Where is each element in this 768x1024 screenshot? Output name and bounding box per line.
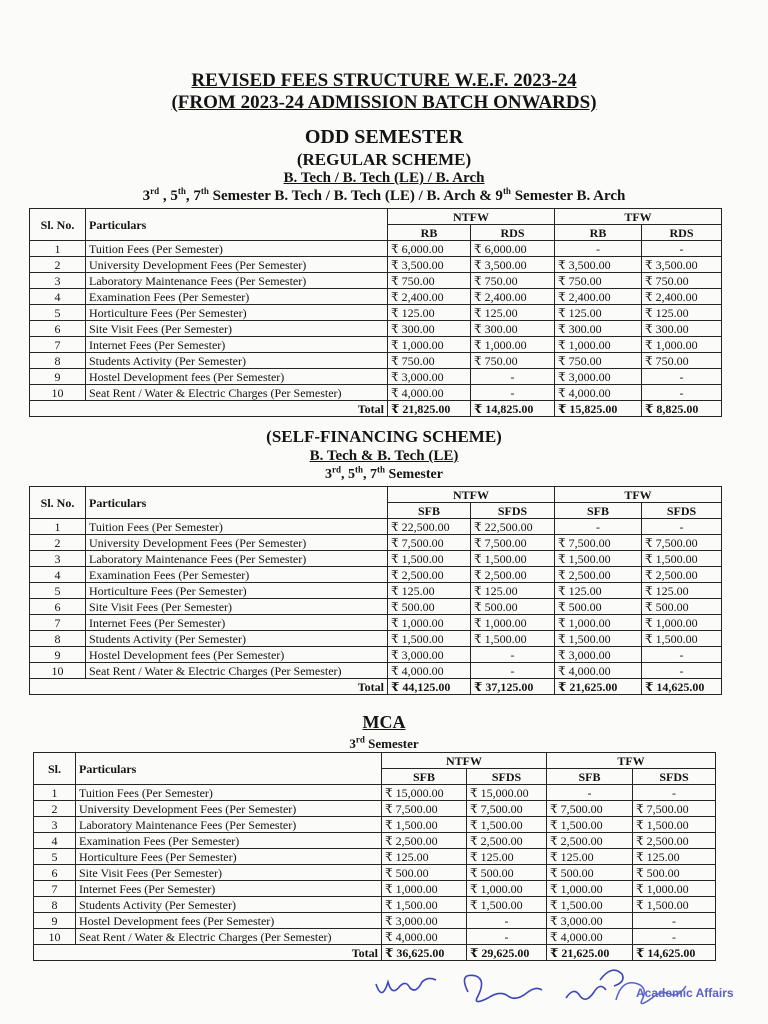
row-amount: ₹ 300.00 [388,321,471,337]
row-particular: Examination Fees (Per Semester) [86,289,388,305]
table-row [30,647,722,663]
document-title: REVISED FEES STRUCTURE W.E.F. 2023-24 [191,70,577,91]
row-amount: ₹ 4,000.00 [555,385,642,401]
row-number: 4 [34,833,76,849]
row-particular: Internet Fees (Per Semester) [76,881,382,897]
row-number: 5 [30,583,86,599]
table-row [34,913,716,929]
row-amount: ₹ 6,000.00 [388,241,471,257]
col-subheader: RDS [471,225,555,241]
row-amount: ₹ 2,400.00 [471,289,555,305]
row-number: 10 [30,663,86,679]
row-amount: - [633,785,716,801]
table-row [30,241,722,257]
self-financing-semesters-heading: 3rd, 5th, 7th Semester [325,464,443,482]
document-subtitle: (FROM 2023-24 ADMISSION BATCH ONWARDS) [171,92,597,113]
col-header-slno: Sl. No. [30,487,86,519]
table-row [34,817,716,833]
self-financing-heading: (SELF-FINANCING SCHEME) [266,427,502,446]
row-number: 8 [30,631,86,647]
row-number: 3 [34,817,76,833]
row-amount: ₹ 3,500.00 [555,257,642,273]
row-amount: ₹ 1,000.00 [471,615,555,631]
row-number: 5 [34,849,76,865]
col-subheader: SFB [388,503,471,519]
col-subheader: SFB [547,769,633,785]
row-amount: ₹ 7,500.00 [555,535,642,551]
row-amount: ₹ 750.00 [471,353,555,369]
mca-fees-table [33,752,716,961]
mca-semester-heading: 3rd Semester [349,734,419,751]
row-amount: ₹ 750.00 [388,273,471,289]
row-amount: ₹ 1,500.00 [642,551,722,567]
row-number: 7 [30,337,86,353]
table-row [34,881,716,897]
col-group-ntfw: NTFW [382,753,547,769]
row-number: 10 [30,385,86,401]
row-amount: ₹ 125.00 [642,583,722,599]
row-number: 6 [30,599,86,615]
mca-heading: MCA [362,712,406,732]
regular-fees-table [29,208,722,417]
row-particular: Tuition Fees (Per Semester) [86,519,388,535]
row-number: 3 [30,273,86,289]
row-amount: - [642,241,722,257]
col-header-slno: Sl. [34,753,76,785]
col-subheader: SFB [382,769,467,785]
col-subheader: SFDS [471,503,555,519]
row-amount: ₹ 1,000.00 [633,881,716,897]
table-row [34,801,716,817]
row-amount: ₹ 3,500.00 [471,257,555,273]
row-amount: ₹ 500.00 [388,599,471,615]
table-row [30,615,722,631]
row-amount: - [642,519,722,535]
row-amount: ₹ 2,500.00 [547,833,633,849]
row-particular: Laboratory Maintenance Fees (Per Semester) [86,551,388,567]
table-row [34,849,716,865]
row-amount: ₹ 1,500.00 [388,551,471,567]
row-amount: - [471,385,555,401]
row-amount: - [642,663,722,679]
row-particular: University Development Fees (Per Semester) [86,257,388,273]
table-row [30,535,722,551]
table-row [30,385,722,401]
row-amount: ₹ 1,500.00 [547,897,633,913]
total-amount: ₹ 36,625.00 [382,945,467,961]
row-amount: ₹ 125.00 [547,849,633,865]
table-header-row [30,487,722,503]
row-amount: ₹ 3,000.00 [382,913,467,929]
row-particular: Tuition Fees (Per Semester) [86,241,388,257]
col-subheader: SFDS [633,769,716,785]
row-amount: ₹ 2,400.00 [555,289,642,305]
row-amount: ₹ 2,500.00 [382,833,467,849]
table-row [30,583,722,599]
row-amount: ₹ 500.00 [467,865,547,881]
row-amount: ₹ 300.00 [555,321,642,337]
row-amount: ₹ 125.00 [382,849,467,865]
table-row [30,631,722,647]
row-amount: ₹ 1,000.00 [555,615,642,631]
row-amount: ₹ 750.00 [471,273,555,289]
row-amount: ₹ 1,500.00 [642,631,722,647]
row-amount: ₹ 125.00 [388,305,471,321]
row-amount: ₹ 1,000.00 [547,881,633,897]
row-amount: ₹ 300.00 [642,321,722,337]
row-number: 2 [30,257,86,273]
row-amount: ₹ 7,500.00 [471,535,555,551]
row-amount: ₹ 1,500.00 [467,817,547,833]
row-particular: Students Activity (Per Semester) [86,631,388,647]
row-amount: - [467,929,547,945]
row-amount: ₹ 1,000.00 [388,615,471,631]
row-particular: Hostel Development fees (Per Semester) [76,913,382,929]
row-amount: - [555,241,642,257]
row-amount: ₹ 125.00 [467,849,547,865]
table-row [30,599,722,615]
row-amount: - [471,647,555,663]
row-amount: ₹ 6,000.00 [471,241,555,257]
row-amount: ₹ 7,500.00 [642,535,722,551]
row-amount: ₹ 3,000.00 [388,647,471,663]
row-particular: Horticulture Fees (Per Semester) [86,305,388,321]
table-row [30,273,722,289]
stamp-office-text: Academic Affairs [636,986,734,1000]
row-amount: - [471,369,555,385]
signature-1 [372,962,442,1007]
row-number: 8 [30,353,86,369]
row-amount: ₹ 750.00 [555,273,642,289]
table-row [30,663,722,679]
row-amount: - [642,647,722,663]
col-subheader: SFB [555,503,642,519]
row-amount: ₹ 500.00 [555,599,642,615]
row-amount: ₹ 2,500.00 [642,567,722,583]
row-amount: ₹ 500.00 [642,599,722,615]
row-number: 9 [30,647,86,663]
col-group-tfw: TFW [555,209,722,225]
total-label: Total [30,401,388,417]
odd-semester-heading: ODD SEMESTER [304,126,464,148]
table-row [30,305,722,321]
table-row [30,337,722,353]
table-row [34,865,716,881]
row-amount: ₹ 22,500.00 [388,519,471,535]
row-amount: ₹ 3,000.00 [555,647,642,663]
total-label: Total [30,679,388,695]
row-amount: ₹ 1,000.00 [642,615,722,631]
row-amount: ₹ 3,000.00 [547,913,633,929]
row-amount: ₹ 7,500.00 [633,801,716,817]
row-amount: ₹ 750.00 [388,353,471,369]
table-row [34,929,716,945]
total-amount: ₹ 21,625.00 [555,679,642,695]
row-number: 4 [30,289,86,305]
row-particular: Site Visit Fees (Per Semester) [86,321,388,337]
row-amount: ₹ 2,500.00 [471,567,555,583]
row-number: 8 [34,897,76,913]
row-amount: ₹ 1,000.00 [388,337,471,353]
row-particular: Site Visit Fees (Per Semester) [86,599,388,615]
row-particular: Hostel Development fees (Per Semester) [86,647,388,663]
row-amount: ₹ 1,500.00 [382,817,467,833]
table-total-row [30,401,722,417]
row-amount: ₹ 3,000.00 [388,369,471,385]
total-amount: ₹ 8,825.00 [642,401,722,417]
row-particular: Seat Rent / Water & Electric Charges (Per Semester) [76,929,382,945]
total-amount: ₹ 44,125.00 [388,679,471,695]
table-row [30,369,722,385]
col-group-tfw: TFW [547,753,716,769]
total-label: Total [34,945,382,961]
row-particular: Seat Rent / Water & Electric Charges (Per Semester) [86,663,388,679]
row-amount: ₹ 125.00 [555,583,642,599]
total-amount: ₹ 29,625.00 [467,945,547,961]
row-particular: Internet Fees (Per Semester) [86,615,388,631]
row-amount: ₹ 2,500.00 [467,833,547,849]
total-amount: ₹ 37,125.00 [471,679,555,695]
col-subheader: SFDS [642,503,722,519]
row-amount: ₹ 1,000.00 [642,337,722,353]
row-amount: ₹ 1,000.00 [467,881,547,897]
row-particular: Laboratory Maintenance Fees (Per Semester) [86,273,388,289]
row-amount: - [471,663,555,679]
regular-scheme-heading: (REGULAR SCHEME) [296,150,472,169]
table-row [30,353,722,369]
total-amount: ₹ 14,625.00 [633,945,716,961]
row-amount: ₹ 750.00 [642,273,722,289]
row-number: 9 [30,369,86,385]
self-financing-fees-table [29,486,722,695]
row-particular: Examination Fees (Per Semester) [76,833,382,849]
row-amount: ₹ 7,500.00 [467,801,547,817]
row-particular: Examination Fees (Per Semester) [86,567,388,583]
row-number: 2 [34,801,76,817]
regular-programs-heading: B. Tech / B. Tech (LE) / B. Arch [283,170,485,186]
table-row [34,897,716,913]
row-amount: ₹ 1,500.00 [633,897,716,913]
total-amount: ₹ 14,625.00 [642,679,722,695]
row-amount: ₹ 125.00 [471,305,555,321]
col-subheader: RB [555,225,642,241]
row-amount: - [467,913,547,929]
row-amount: ₹ 500.00 [382,865,467,881]
row-amount: ₹ 750.00 [642,353,722,369]
row-number: 1 [30,519,86,535]
table-row [30,289,722,305]
row-number: 3 [30,551,86,567]
row-amount: ₹ 125.00 [555,305,642,321]
row-amount: ₹ 1,500.00 [388,631,471,647]
table-row [30,567,722,583]
row-amount: - [547,785,633,801]
self-financing-programs-heading: B. Tech & B. Tech (LE) [309,448,459,464]
row-amount: ₹ 1,500.00 [547,817,633,833]
total-amount: ₹ 21,825.00 [388,401,471,417]
col-header-particulars: Particulars [86,209,388,241]
row-amount: ₹ 1,500.00 [471,631,555,647]
row-amount: ₹ 4,000.00 [388,385,471,401]
table-header-row [34,753,716,769]
table-header-row [30,209,722,225]
row-amount: ₹ 500.00 [547,865,633,881]
row-amount: ₹ 2,500.00 [555,567,642,583]
total-amount: ₹ 21,625.00 [547,945,633,961]
table-row [34,833,716,849]
col-group-ntfw: NTFW [388,209,555,225]
academic-affairs-stamp [612,972,762,1022]
row-particular: Seat Rent / Water & Electric Charges (Per Semester) [86,385,388,401]
row-amount: ₹ 1,500.00 [555,631,642,647]
row-number: 9 [34,913,76,929]
row-particular: Laboratory Maintenance Fees (Per Semester) [76,817,382,833]
row-amount: ₹ 2,500.00 [633,833,716,849]
row-amount: ₹ 125.00 [388,583,471,599]
row-particular: Site Visit Fees (Per Semester) [76,865,382,881]
row-amount: ₹ 7,500.00 [547,801,633,817]
row-amount: ₹ 3,000.00 [555,369,642,385]
row-amount: ₹ 1,500.00 [471,551,555,567]
row-amount: - [642,369,722,385]
row-particular: Students Activity (Per Semester) [86,353,388,369]
row-amount: ₹ 15,000.00 [382,785,467,801]
col-header-particulars: Particulars [76,753,382,785]
row-amount: - [642,385,722,401]
row-particular: Horticulture Fees (Per Semester) [86,583,388,599]
table-total-row [30,679,722,695]
row-amount: - [633,929,716,945]
row-number: 4 [30,567,86,583]
row-particular: Hostel Development fees (Per Semester) [86,369,388,385]
signature-2 [456,962,546,1012]
row-amount: ₹ 4,000.00 [388,663,471,679]
row-amount: ₹ 125.00 [471,583,555,599]
total-amount: ₹ 15,825.00 [555,401,642,417]
row-amount: ₹ 750.00 [555,353,642,369]
row-amount: ₹ 3,500.00 [642,257,722,273]
table-row [30,551,722,567]
row-particular: Tuition Fees (Per Semester) [76,785,382,801]
col-header-particulars: Particulars [86,487,388,519]
col-subheader: SFDS [467,769,547,785]
row-amount: ₹ 4,000.00 [382,929,467,945]
row-amount: ₹ 300.00 [471,321,555,337]
row-particular: University Development Fees (Per Semester) [86,535,388,551]
row-amount: ₹ 1,500.00 [382,897,467,913]
row-amount: ₹ 1,000.00 [382,881,467,897]
table-row [30,257,722,273]
row-number: 6 [30,321,86,337]
row-number: 1 [34,785,76,801]
row-amount: ₹ 22,500.00 [471,519,555,535]
col-subheader: RB [388,225,471,241]
table-row [34,785,716,801]
row-amount: ₹ 7,500.00 [388,535,471,551]
row-amount: - [555,519,642,535]
row-number: 5 [30,305,86,321]
table-row [30,321,722,337]
col-header-slno: Sl. No. [30,209,86,241]
row-amount: ₹ 125.00 [642,305,722,321]
row-amount: ₹ 4,000.00 [555,663,642,679]
row-particular: Students Activity (Per Semester) [76,897,382,913]
row-number: 2 [30,535,86,551]
row-amount: ₹ 500.00 [633,865,716,881]
row-particular: Horticulture Fees (Per Semester) [76,849,382,865]
row-number: 7 [30,615,86,631]
row-amount: ₹ 7,500.00 [382,801,467,817]
row-amount: ₹ 1,500.00 [467,897,547,913]
total-amount: ₹ 14,825.00 [471,401,555,417]
table-total-row [34,945,716,961]
row-amount: ₹ 2,400.00 [388,289,471,305]
row-number: 10 [34,929,76,945]
row-amount: ₹ 125.00 [633,849,716,865]
row-amount: ₹ 2,400.00 [642,289,722,305]
row-amount: ₹ 1,500.00 [633,817,716,833]
row-amount: ₹ 1,000.00 [555,337,642,353]
row-amount: ₹ 1,500.00 [555,551,642,567]
table-row [30,519,722,535]
row-amount: ₹ 15,000.00 [467,785,547,801]
row-amount: ₹ 4,000.00 [547,929,633,945]
row-amount: ₹ 1,000.00 [471,337,555,353]
row-number: 6 [34,865,76,881]
row-particular: Internet Fees (Per Semester) [86,337,388,353]
row-number: 1 [30,241,86,257]
row-amount: ₹ 3,500.00 [388,257,471,273]
row-amount: ₹ 500.00 [471,599,555,615]
row-particular: University Development Fees (Per Semester) [76,801,382,817]
col-subheader: RDS [642,225,722,241]
row-amount: - [633,913,716,929]
row-amount: ₹ 2,500.00 [388,567,471,583]
regular-semesters-heading: 3rd , 5th, 7th Semester B. Tech / B. Tech (LE) / B. Arch & 9th Semester B. Arch [142,186,626,204]
col-group-ntfw: NTFW [388,487,555,503]
col-group-tfw: TFW [555,487,722,503]
row-number: 7 [34,881,76,897]
